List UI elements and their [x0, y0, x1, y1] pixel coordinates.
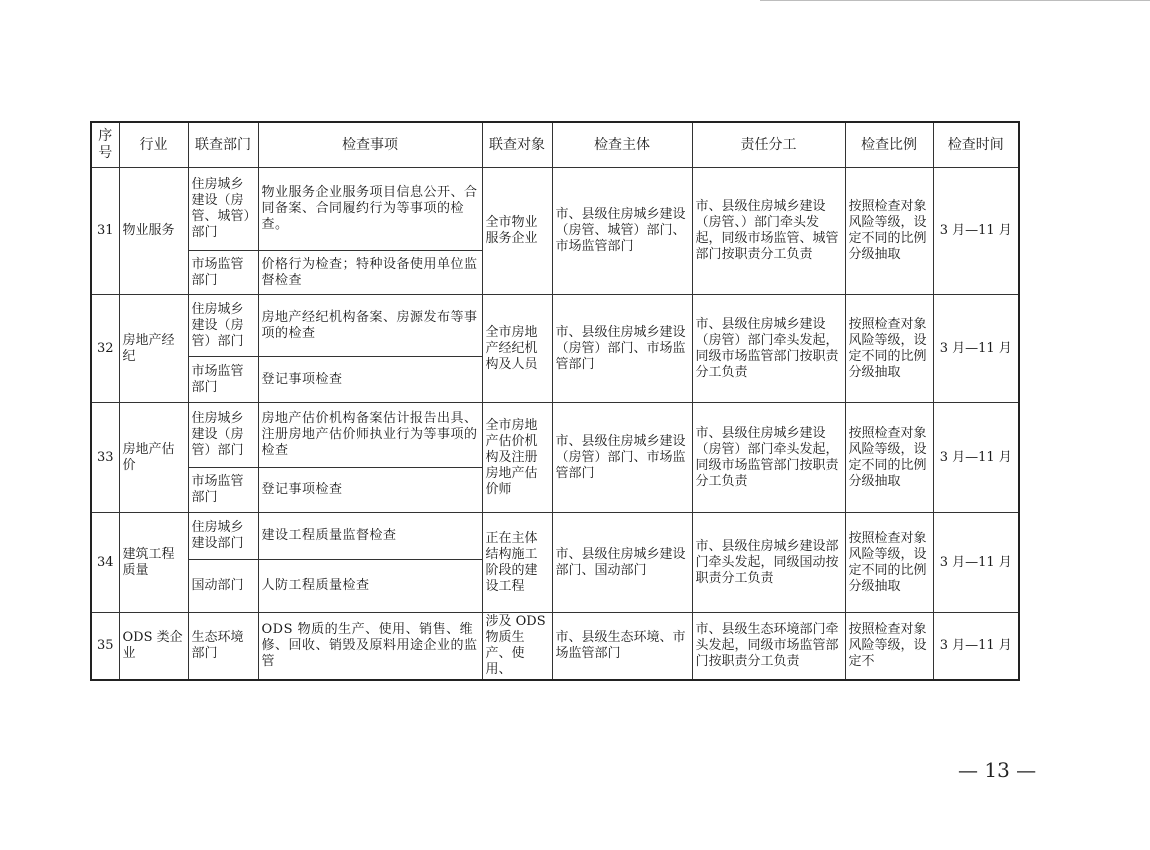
inspection-table [90, 121, 1020, 681]
target-cell: 全市房地产估价机构及注册房地产估价师 [482, 403, 552, 513]
ratio-cell: 按照检查对象风险等级，设定不同的比例分级抽取 [845, 295, 933, 403]
ratio-cell: 按照检查对象风险等级，设定不同的比例分级抽取 [845, 168, 933, 295]
items-cell: 登记事项检查 [258, 357, 482, 403]
duty-cell: 市、县级住房城乡建设部门牵头发起，同级国动按职责分工负责 [692, 513, 845, 613]
time-cell: 3 月—11 月 [933, 513, 1019, 613]
industry-cell: 房地产经纪 [119, 295, 188, 403]
header-cell: 检查事项 [258, 122, 482, 168]
page-number: — 13 — [958, 758, 1037, 782]
industry-cell: 建筑工程质量 [119, 513, 188, 613]
dept-cell: 生态环境部门 [188, 613, 258, 681]
header-cell: 行业 [119, 122, 188, 168]
target-cell: 全市房地产经纪机构及人员 [482, 295, 552, 403]
table-row [91, 513, 1019, 560]
dept-cell: 住房城乡建设（房管）部门 [188, 403, 258, 468]
time-cell: 3 月—11 月 [933, 403, 1019, 513]
target-cell: 全市物业服务企业 [482, 168, 552, 295]
industry-cell: 物业服务 [119, 168, 188, 295]
dept-cell: 市场监管部门 [188, 468, 258, 513]
ratio-cell: 按照检查对象风险等级，设定不同的比例分级抽取 [845, 403, 933, 513]
target-cell: 正在主体结构施工阶段的建设工程 [482, 513, 552, 613]
header-cell: 联查部门 [188, 122, 258, 168]
subject-cell: 市、县级住房城乡建设（房管）部门、市场监管部门 [552, 403, 692, 513]
row-number: 31 [91, 168, 119, 295]
table-row [91, 295, 1019, 357]
time-cell: 3 月—11 月 [933, 613, 1019, 681]
items-cell: 价格行为检查；特种设备使用单位监督检查 [258, 251, 482, 295]
items-cell: 人防工程质量检查 [258, 560, 482, 613]
header-cell: 序号 [91, 122, 119, 168]
duty-cell: 市、县级住房城乡建设（房管）部门牵头发起，同级市场监管部门按职责分工负责 [692, 403, 845, 513]
dept-cell: 市场监管部门 [188, 357, 258, 403]
header-cell: 检查比例 [845, 122, 933, 168]
dept-cell: 住房城乡建设部门 [188, 513, 258, 560]
table-row [91, 403, 1019, 468]
subject-cell: 市、县级住房城乡建设（房管、城管）部门、市场监管部门 [552, 168, 692, 295]
subject-cell: 市、县级生态环境、市场监管部门 [552, 613, 692, 681]
row-number: 33 [91, 403, 119, 513]
duty-cell: 市、县级住房城乡建设（房管、）部门牵头发起，同级市场监管、城管部门按职责分工负责 [692, 168, 845, 295]
header-cell: 联查对象 [482, 122, 552, 168]
subject-cell: 市、县级住房城乡建设（房管）部门、市场监管部门 [552, 295, 692, 403]
items-cell: 建设工程质量监督检查 [258, 513, 482, 560]
header-cell: 责任分工 [692, 122, 845, 168]
header-cell: 检查主体 [552, 122, 692, 168]
row-number: 35 [91, 613, 119, 681]
row-number: 32 [91, 295, 119, 403]
header-cell: 检查时间 [933, 122, 1019, 168]
row-number: 34 [91, 513, 119, 613]
table-header-row [91, 122, 1019, 168]
ratio-cell: 按照检查对象风险等级，设定不同的比例分级抽取 [845, 513, 933, 613]
items-cell: 登记事项检查 [258, 468, 482, 513]
industry-cell: ODS 类企业 [119, 613, 188, 681]
time-cell: 3 月—11 月 [933, 295, 1019, 403]
industry-cell: 房地产估价 [119, 403, 188, 513]
target-cell: 涉及 ODS 物质生产、使用、 [482, 613, 552, 681]
items-cell: 物业服务企业服务项目信息公开、合同备案、合同履约行为等事项的检查。 [258, 168, 482, 251]
table-row [91, 613, 1019, 681]
duty-cell: 市、县级住房城乡建设（房管）部门牵头发起，同级市场监管部门按职责分工负责 [692, 295, 845, 403]
dept-cell: 住房城乡建设（房管）部门 [188, 295, 258, 357]
ratio-cell: 按照检查对象风险等级，设定不 [845, 613, 933, 681]
time-cell: 3 月—11 月 [933, 168, 1019, 295]
items-cell: 房地产估价机构备案估计报告出具、注册房地产估价师执业行为等事项的检查 [258, 403, 482, 468]
dept-cell: 市场监管部门 [188, 251, 258, 295]
table-row [91, 168, 1019, 251]
dept-cell: 住房城乡建设（房管、城管）部门 [188, 168, 258, 251]
dept-cell: 国动部门 [188, 560, 258, 613]
duty-cell: 市、县级生态环境部门牵头发起，同级市场监管部门按职责分工负责 [692, 613, 845, 681]
items-cell: 房地产经纪机构备案、房源发布等事项的检查 [258, 295, 482, 357]
page-edge [760, 0, 1150, 4]
subject-cell: 市、县级住房城乡建设部门、国动部门 [552, 513, 692, 613]
items-cell: ODS 物质的生产、使用、销售、维修、回收、销毁及原料用途企业的监管 [258, 613, 482, 681]
